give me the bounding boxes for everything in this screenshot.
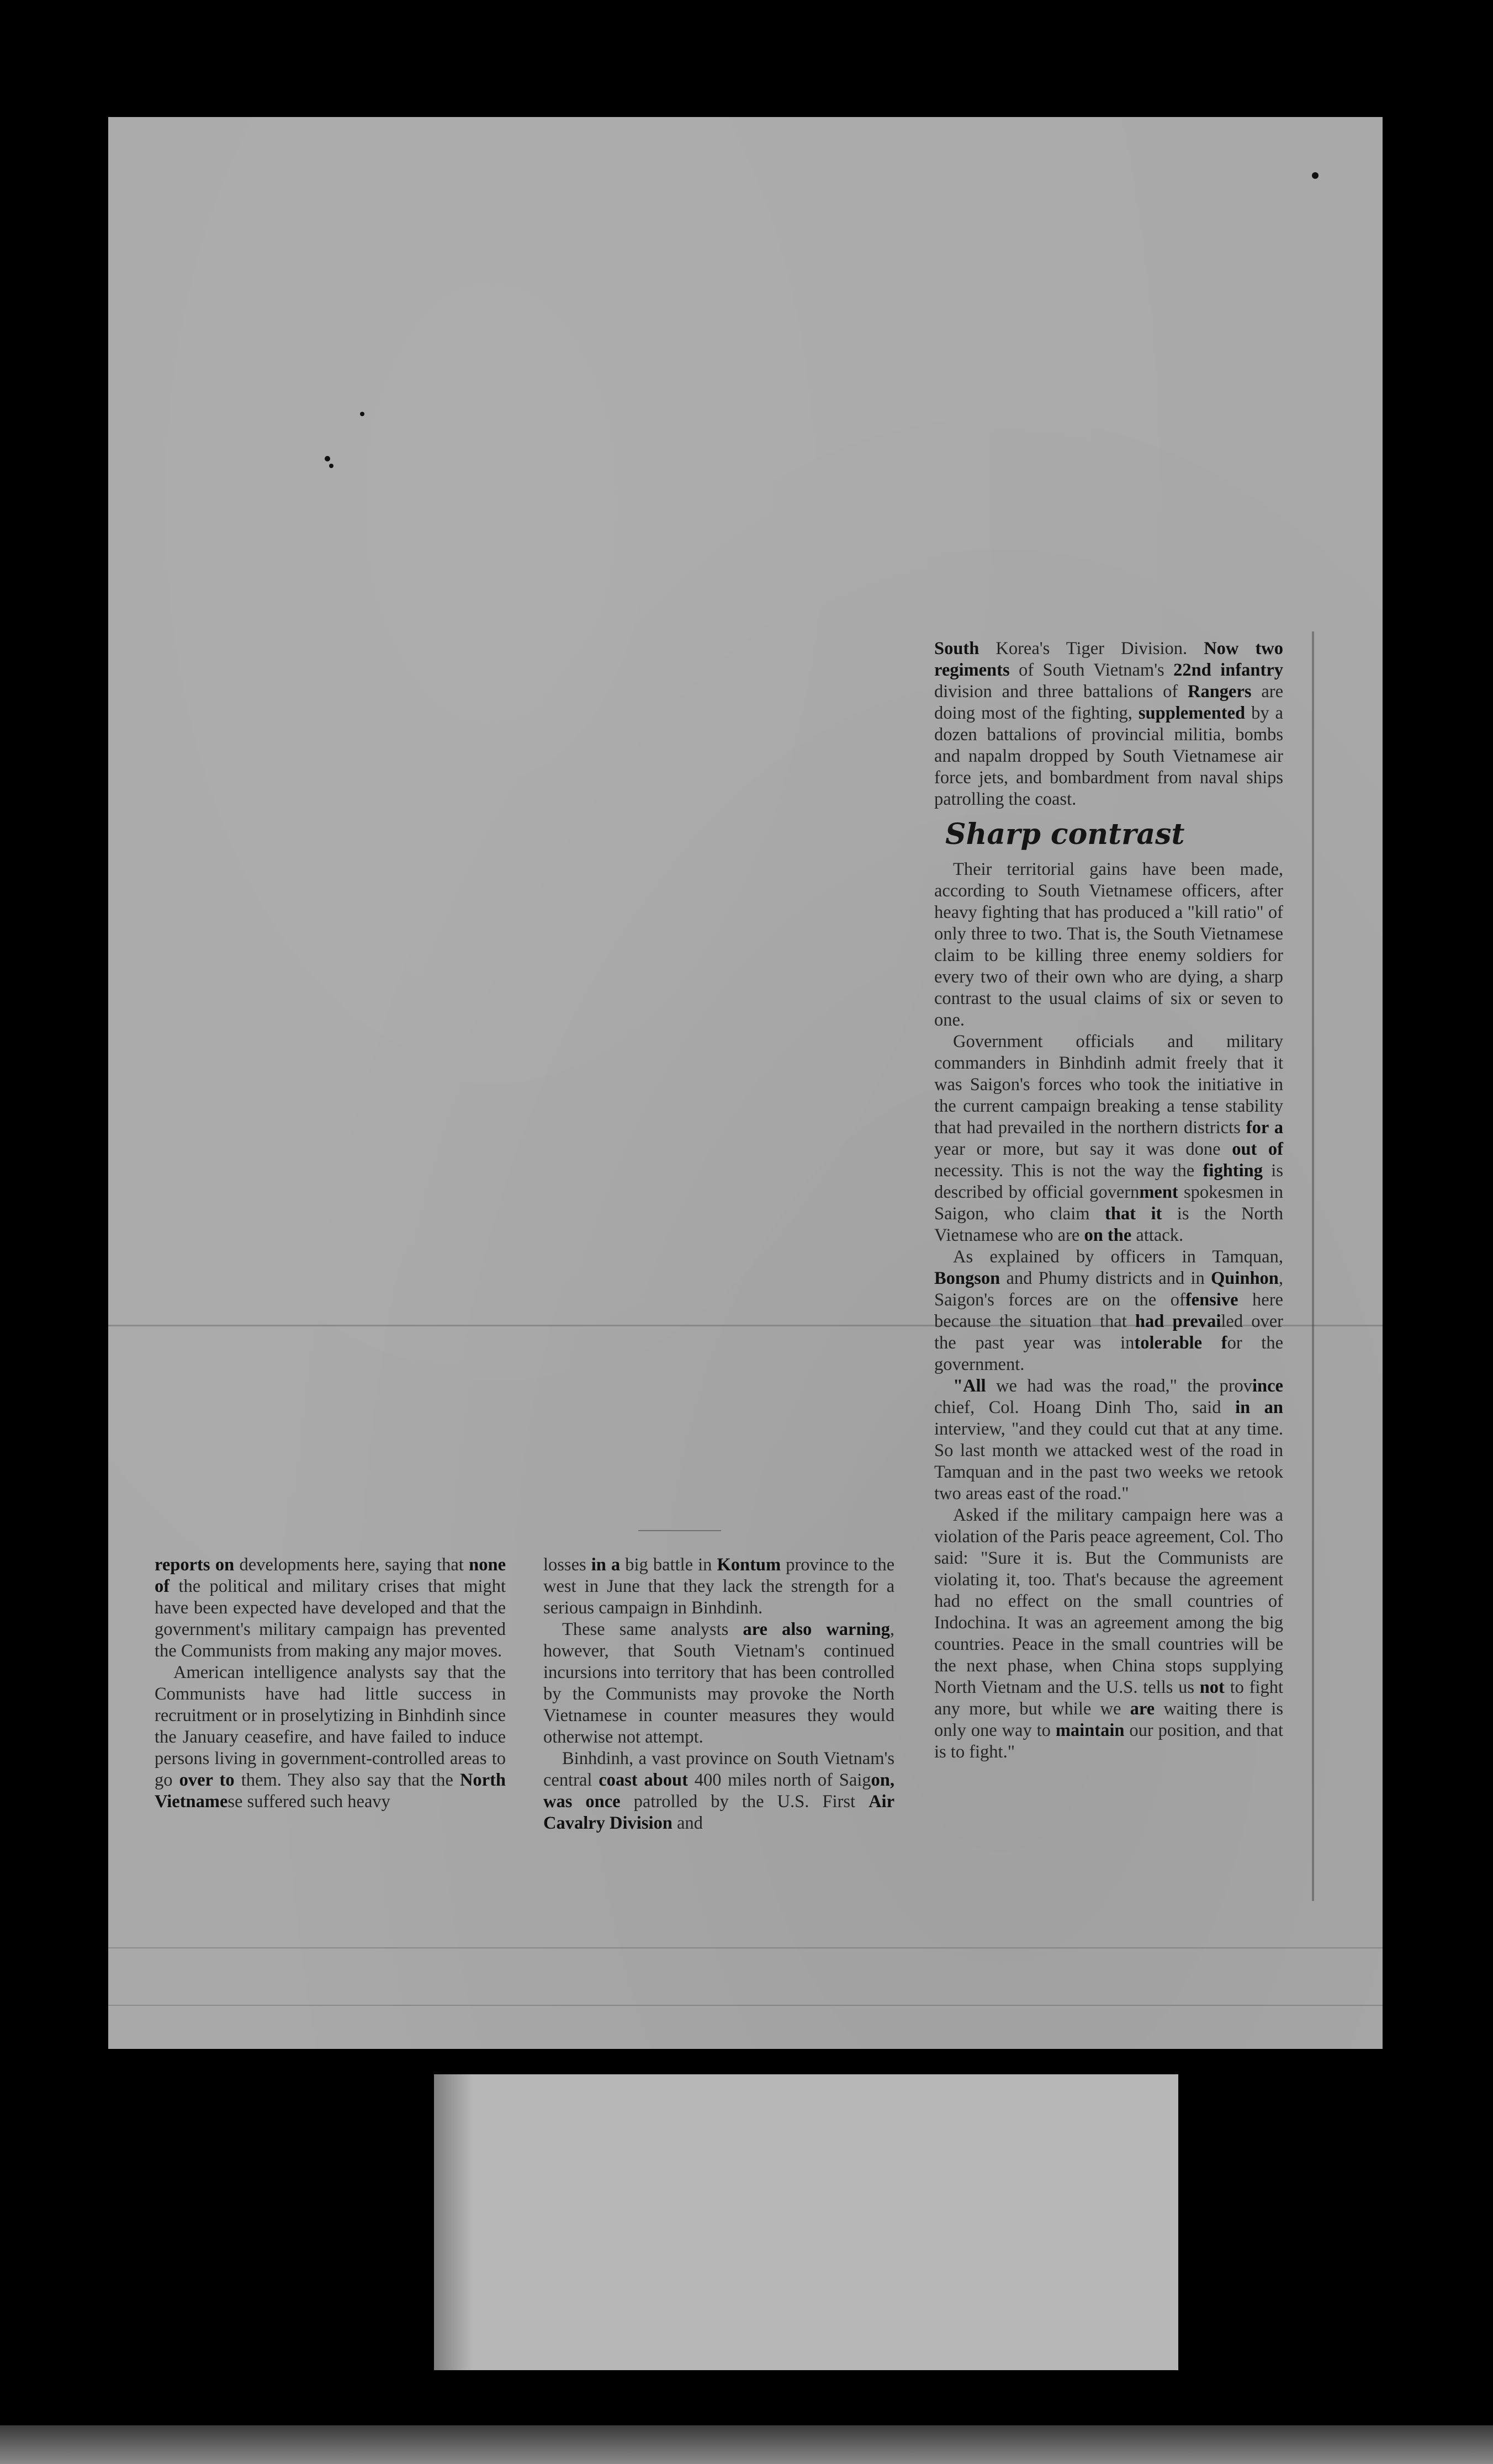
text-run: are doing most of the fighting,	[934, 682, 1283, 723]
text-run: led over the past year was in	[934, 1311, 1283, 1353]
subheading: Sharp contrast	[945, 817, 1185, 851]
text-run: These same analysts	[562, 1619, 743, 1639]
bold-text-run: "All	[953, 1376, 986, 1396]
text-run: se suffered such heavy	[227, 1792, 390, 1812]
ink-speck	[360, 412, 364, 416]
paragraph-group	[543, 1554, 894, 1834]
article-paragraph	[934, 859, 1283, 1031]
bold-text-run: over to	[179, 1770, 235, 1790]
bold-text-run: none of	[155, 1555, 506, 1596]
text-run: year or more, but say it was done	[934, 1139, 1232, 1159]
article-paragraph	[934, 638, 1283, 810]
text-run: waiting there is only one way to	[934, 1699, 1283, 1740]
text-run: and Phumy districts and in	[1000, 1268, 1211, 1288]
text-run: them. They also say that the	[234, 1770, 460, 1790]
article-column-middle	[543, 1554, 894, 1834]
bold-text-run: in a	[591, 1555, 621, 1575]
scanner-bed-edge	[0, 2425, 1493, 2464]
text-run: and	[672, 1813, 703, 1833]
text-run: here because the situation that	[934, 1290, 1283, 1331]
bold-text-run: fighting	[1203, 1161, 1263, 1181]
text-run: the political and military crises that might have been expected have developed and that the government's military campaign has prevented the Communists from making any major moves.	[155, 1576, 506, 1661]
article-paragraph	[543, 1748, 894, 1834]
bold-text-run: coast about	[599, 1770, 688, 1790]
text-run: is the North Vietnamese who are	[934, 1204, 1283, 1245]
paragraph-group	[155, 1554, 506, 1813]
bold-text-run: Kontum	[717, 1555, 781, 1575]
bold-text-run: South	[934, 639, 980, 659]
text-run: Government officials and military commanders in Binhdinh admit freely that it was Saigon's forces who took the initiative in the current campaign breaking a tense stability that had prevailed in the northern districts	[934, 1032, 1283, 1138]
article-paragraph	[934, 1031, 1283, 1246]
text-run: , however, that South Vietnam's continued incursions into territory that has been controlled by the Communists may provoke the North Vietnamese in counter measures they would otherwise not attempt.	[543, 1619, 895, 1747]
bold-text-run: that it	[1105, 1204, 1162, 1224]
text-run: Their territorial gains have been made, according to South Vietnamese officers, after heavy fighting that has produced a "kill ratio" of only three to two. That is, the South Vietnamese claim to be killing three enemy soldiers for every two of their own who are dying, a sharp contrast to the usual claims of six or seven to one.	[934, 859, 1283, 1030]
article-paragraph	[543, 1619, 894, 1748]
text-run: Binhdinh, a vast province on South Vietnam's central	[543, 1749, 894, 1790]
text-run: division and three battalions of	[934, 682, 1188, 702]
text-run: of South Vietnam's	[1009, 660, 1174, 680]
fold-crease	[108, 2005, 1383, 2006]
bold-text-run: reports on	[155, 1555, 235, 1575]
bold-text-run: out of	[1232, 1139, 1283, 1159]
text-run: , Saigon's forces are on the of	[934, 1268, 1283, 1310]
text-run: American intelligence analysts say that the Communists have had little success in recruitment or in proselytizing in Binhdinh since the January ceasefire, and have failed to induce persons living in government-controlled areas to go	[155, 1663, 506, 1790]
text-run: our position, and that is to fight."	[934, 1720, 1283, 1762]
article-paragraph	[934, 1246, 1283, 1376]
bold-text-run: maintain	[1055, 1720, 1125, 1740]
column-rule	[638, 1530, 721, 1531]
bold-text-run: Quinhon	[1211, 1268, 1279, 1288]
bold-text-run: ince	[1252, 1376, 1283, 1396]
text-run: losses	[543, 1555, 591, 1575]
bold-text-run: North Vietname	[155, 1770, 506, 1812]
bold-text-run: supplemented	[1138, 703, 1246, 723]
bold-text-run: not	[1199, 1677, 1225, 1697]
ink-speck	[329, 464, 333, 468]
text-run: or the government.	[934, 1333, 1283, 1374]
bold-text-run: Air Cavalry Division	[543, 1792, 894, 1833]
text-run: interview, "and they could cut that at any time. So last month we attacked west of the road in Tamquan and in the past two weeks we retook two areas east of the road."	[934, 1419, 1283, 1504]
text-run: Korea's Tiger Division.	[979, 639, 1204, 659]
bold-text-run: on the	[1084, 1225, 1132, 1245]
bold-text-run: Now two regiments	[934, 639, 1283, 680]
article-paragraph	[543, 1554, 894, 1619]
bold-text-run: for a	[1246, 1118, 1283, 1138]
article-paragraph	[934, 1505, 1283, 1763]
text-run: patrolled by the U.S. First	[620, 1792, 869, 1812]
ink-speck	[325, 456, 330, 461]
bold-text-run: are also warning	[743, 1619, 890, 1639]
bold-text-run: 22nd infantry	[1173, 660, 1283, 680]
article-paragraph	[155, 1554, 506, 1662]
text-run: As explained by officers in Tamquan,	[953, 1247, 1283, 1267]
text-run: province to the west in June that they lack the strength for a serious campaign in Binhdinh.	[543, 1555, 895, 1618]
bold-text-run: on, was once	[543, 1770, 894, 1812]
bold-text-run: had prevai	[1135, 1311, 1221, 1331]
bold-text-run: Bongson	[934, 1268, 1000, 1288]
text-run: Asked if the military campaign here was a violation of the Paris peace agreement, Col. Tho said: "Sure it is. But the Communists are violating it, too. That's because the agreement had no effect on the small countries of Indochina. It was an agreement among the big countries. Peace in the small countries will be the next phase, when China stops supplying North Vietnam and the U.S. tells us	[934, 1505, 1283, 1697]
bold-text-run: tolerable f	[1134, 1333, 1227, 1353]
text-run: necessity. This is not the way the	[934, 1161, 1203, 1181]
newspaper-clipping-page	[108, 117, 1383, 2049]
blank-backing-card	[434, 2074, 1178, 2370]
text-run: by a dozen battalions of provincial militia, bombs and napalm dropped by South Vietnamese air force jets, and bombardment from naval ships patrolling the coast.	[934, 703, 1283, 809]
article-column-left	[155, 1554, 506, 1813]
text-run: big battle in	[620, 1555, 717, 1575]
article-paragraph	[934, 1376, 1283, 1505]
article-column-right	[934, 638, 1283, 1763]
article-paragraph	[155, 1662, 506, 1813]
bold-text-run: are	[1130, 1699, 1155, 1719]
fold-crease	[108, 1947, 1383, 1948]
bold-text-run: Rangers	[1187, 682, 1252, 702]
text-run: developments here, saying that	[234, 1555, 469, 1575]
text-run: is described by official govern	[934, 1161, 1283, 1202]
text-run: attack.	[1131, 1225, 1184, 1245]
ink-speck	[1312, 172, 1319, 179]
column-rule	[1312, 631, 1314, 1901]
text-run: chief, Col. Hoang Dinh Tho, said	[934, 1398, 1236, 1417]
bold-text-run: fensive	[1185, 1290, 1238, 1310]
paragraph-group	[934, 859, 1283, 1763]
text-run: to fight any more, but while we	[934, 1677, 1283, 1719]
bold-text-run: in an	[1235, 1398, 1283, 1417]
text-run: we had was the road," the prov	[986, 1376, 1253, 1396]
text-run: spokesmen in Saigon, who claim	[934, 1182, 1283, 1224]
text-run: 400 miles north of Saig	[687, 1770, 871, 1790]
bold-text-run: ment	[1139, 1182, 1178, 1202]
